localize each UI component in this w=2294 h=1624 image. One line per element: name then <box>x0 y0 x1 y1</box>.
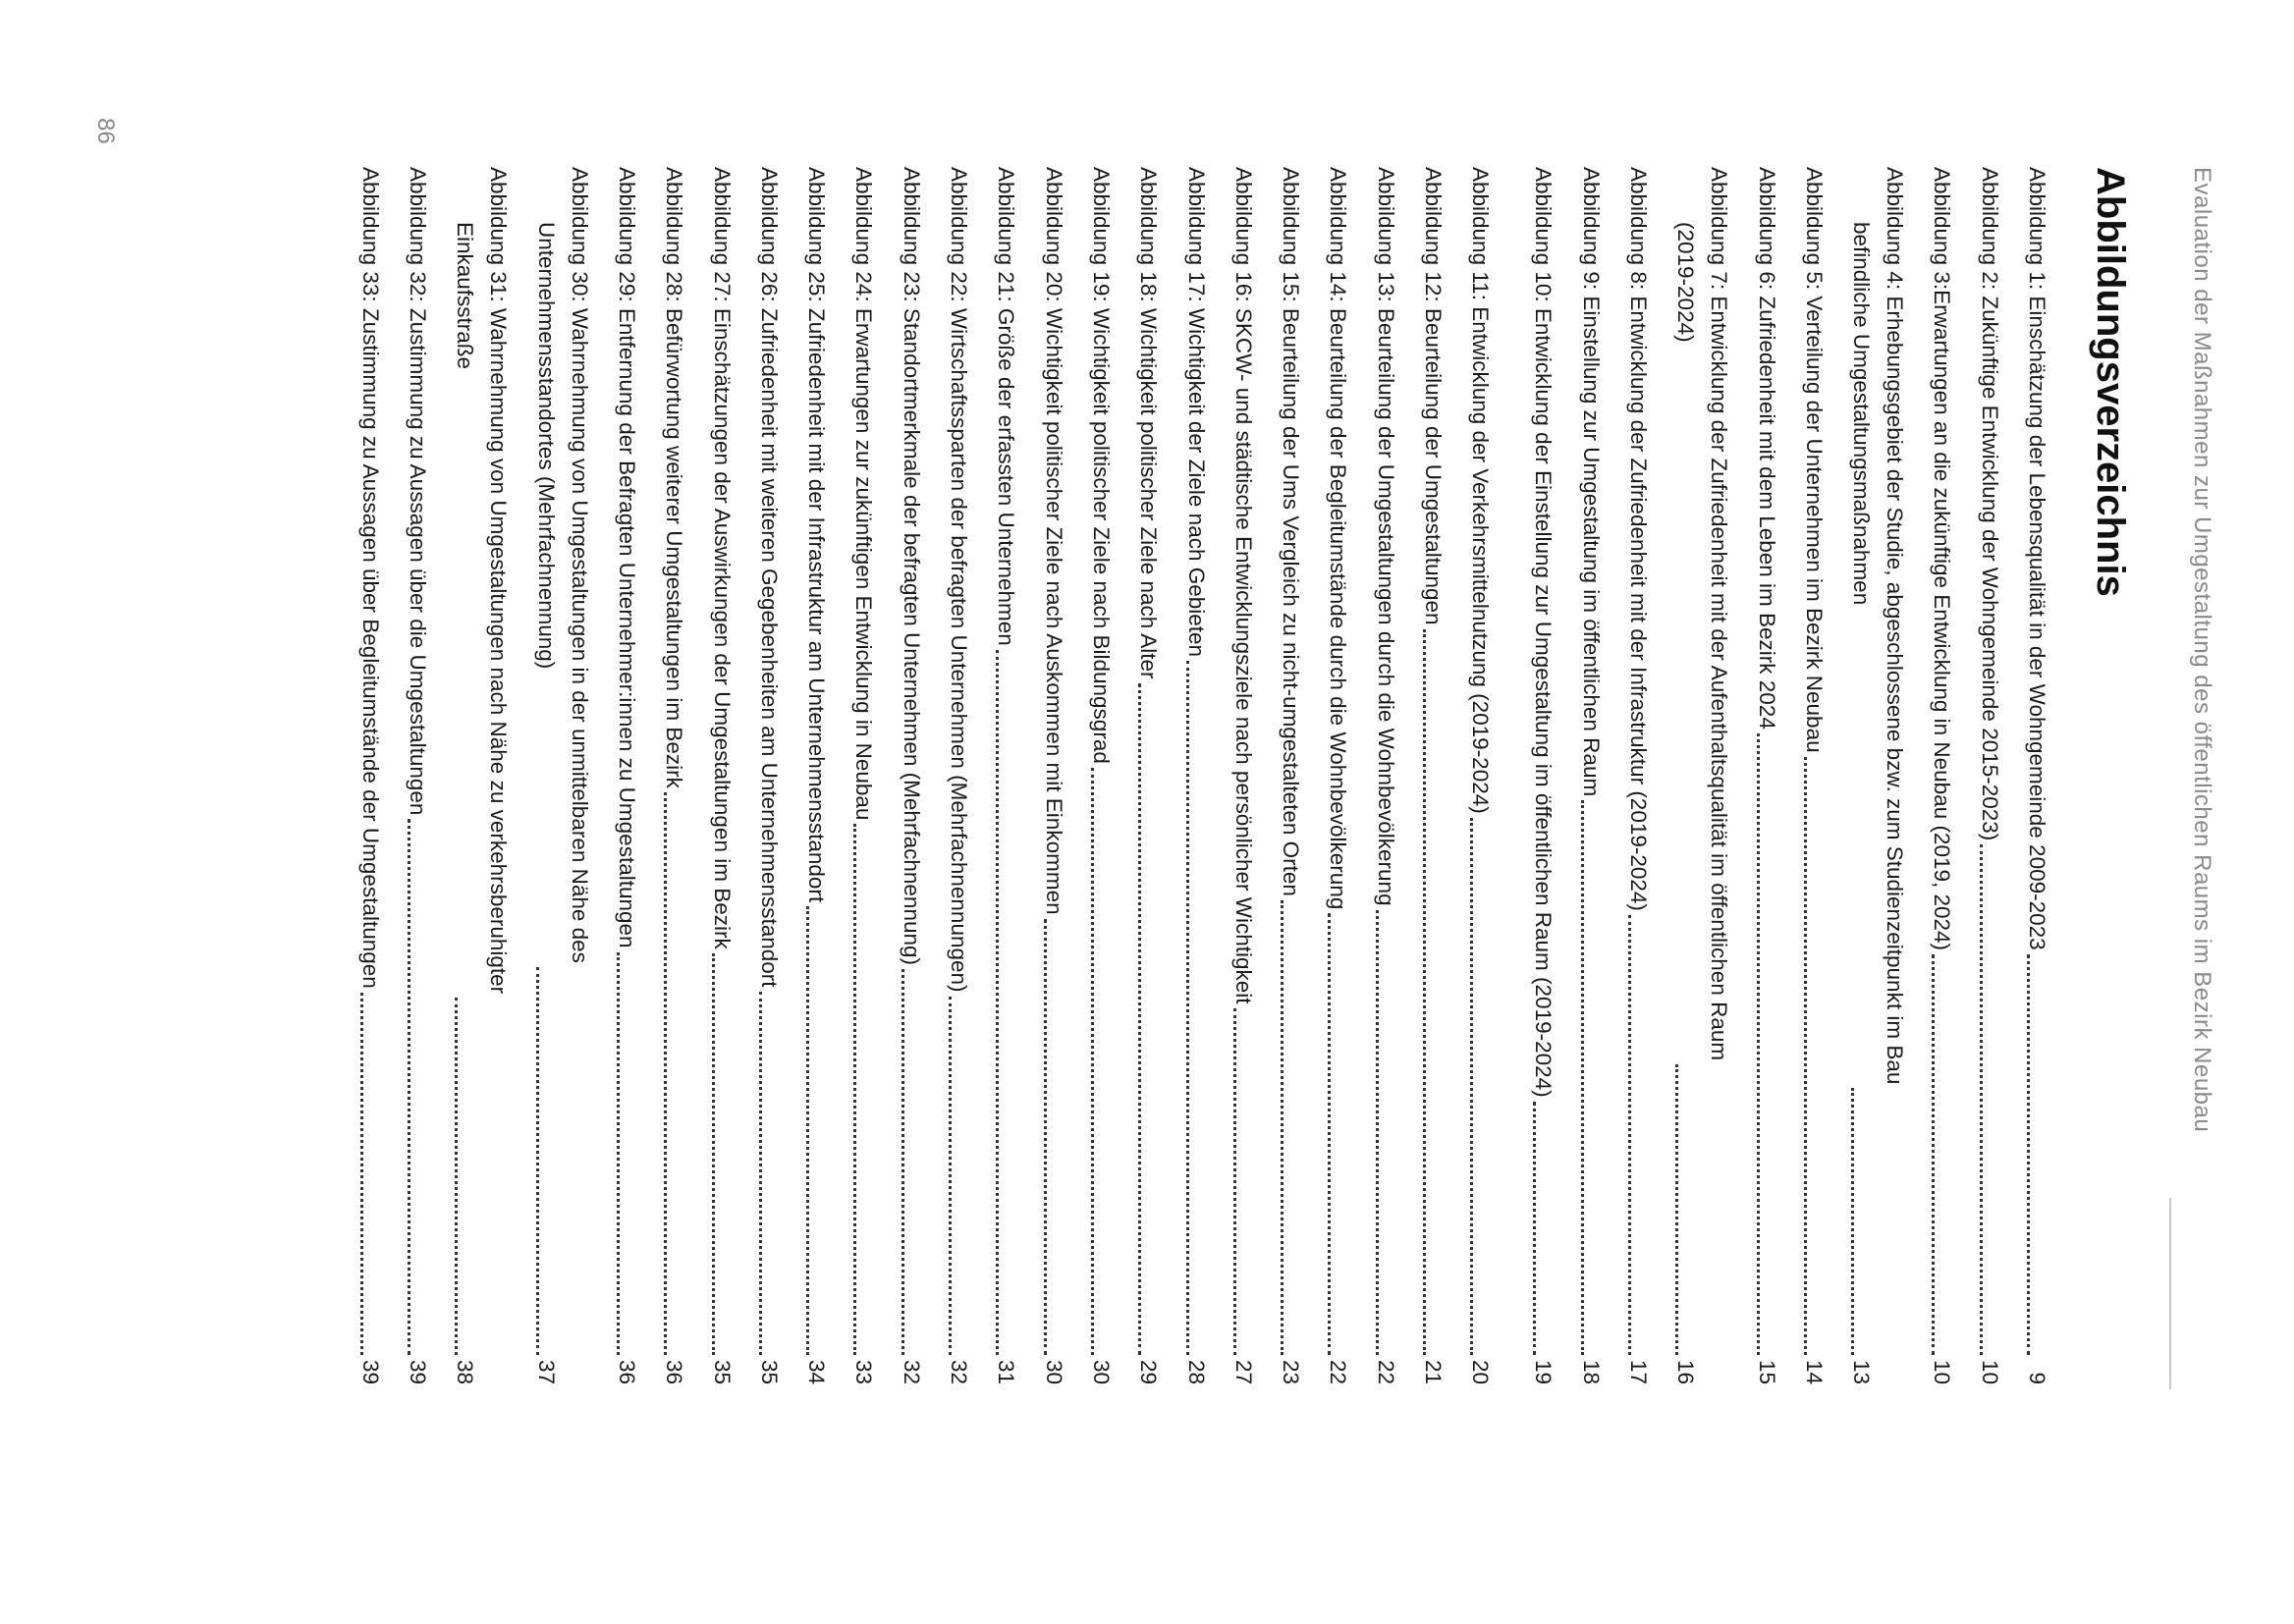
entry-title-line: Abbildung 28: Befürwortung weiterer Umgestaltungen im Bezirk <box>662 167 687 788</box>
figure-list-entry[interactable] <box>448 167 515 1384</box>
entry-title-line: Abbildung 3:Erwartungen an die zukünftige Entwicklung in Neubau (2019, 2024) <box>1930 167 1955 951</box>
entry-page-number: 16 <box>1673 1359 1699 1384</box>
dot-leader <box>1376 910 1379 1355</box>
dot-leader <box>408 819 410 1355</box>
figure-list-entry[interactable] <box>1369 167 1402 1384</box>
figure-list-entry[interactable] <box>1750 167 1783 1384</box>
entry-page-number: 32 <box>899 1359 924 1384</box>
entry-title-line: Abbildung 30: Wahrnehmung von Umgestaltungen in der unmittelbaren Nähe des <box>567 167 592 963</box>
dot-leader <box>712 953 715 1355</box>
entry-title <box>1797 167 1830 753</box>
entry-title <box>989 167 1022 646</box>
dot-leader <box>617 952 620 1355</box>
entry-page-number: 20 <box>1468 1359 1494 1384</box>
entry-page-number: 36 <box>614 1359 639 1384</box>
figure-list-entry[interactable] <box>942 167 975 1384</box>
figure-list-entry[interactable] <box>1797 167 1830 1384</box>
entry-title <box>1416 167 1449 625</box>
dot-leader <box>455 998 458 1355</box>
entry-title <box>1668 167 1735 1060</box>
entry-page-number: 14 <box>1801 1359 1827 1384</box>
figure-list-entry[interactable] <box>1037 167 1070 1384</box>
entry-title-line: Abbildung 13: Beurteilung der Umgestaltungen durch die Wohnbevölkerung <box>1373 167 1398 906</box>
entry-title-line: Abbildung 7: Entwicklung der Zufriedenheit mit der Aufenthaltsqualität im öffentlichen Raum <box>1707 167 1732 1061</box>
entry-title <box>1321 167 1354 909</box>
entry-page-number: 10 <box>1977 1359 2002 1384</box>
entry-title-continuation: befindliche Umgestaltungsmaßnahmen <box>1849 222 1875 606</box>
entry-title-line: Abbildung 22: Wirtschaftssparten der befragten Unternehmen (Mehrfachnennungen) <box>947 167 972 993</box>
entry-title <box>1179 167 1213 657</box>
figure-list <box>340 167 2054 1384</box>
entry-page-number: 35 <box>756 1359 782 1384</box>
dot-leader <box>759 992 762 1355</box>
entry-page-number: 30 <box>1088 1359 1114 1384</box>
dot-leader <box>1581 800 1584 1355</box>
figure-list-entry[interactable] <box>657 167 690 1384</box>
entry-title-line: Abbildung 27: Einschätzungen der Auswirkungen der Umgestaltungen im Bezirk <box>709 167 735 949</box>
figure-list-entry[interactable] <box>1973 167 2006 1384</box>
entry-page-number: 22 <box>1326 1359 1351 1384</box>
figure-list-entry[interactable] <box>1416 167 1449 1384</box>
entry-title-line: Abbildung 12: Beurteilung der Umgestaltungen <box>1421 167 1447 625</box>
entry-page-number: 21 <box>1421 1359 1447 1384</box>
page-number: 86 <box>92 118 119 144</box>
entry-title-line: Abbildung 11: Entwicklung der Verkehrsmittelnutzung (2019-2024) <box>1468 167 1494 814</box>
dot-leader <box>1980 844 1983 1355</box>
entry-page-number: 31 <box>994 1359 1019 1384</box>
entry-title <box>1750 167 1783 730</box>
figure-list-entry[interactable] <box>1179 167 1213 1384</box>
dot-leader <box>1328 913 1331 1355</box>
figure-list-entry[interactable] <box>529 167 596 1384</box>
dot-leader <box>1186 661 1189 1355</box>
entry-title-continuation: Einkaufsstraße <box>453 222 478 370</box>
dot-leader <box>949 997 952 1356</box>
figure-list-entry[interactable] <box>1925 167 1958 1384</box>
entry-page-number: 18 <box>1578 1359 1604 1384</box>
figure-list-entry[interactable] <box>401 167 434 1384</box>
entry-page-number: 23 <box>1279 1359 1304 1384</box>
entry-page-number: 22 <box>1373 1359 1398 1384</box>
dot-leader <box>536 967 539 1355</box>
entry-title-line: Abbildung 16: SKCW- und städtische Entwicklungsziele nach persönlicher Wichtigkeit <box>1230 167 1256 1004</box>
figure-list-entry[interactable] <box>752 167 786 1384</box>
dot-leader <box>1091 768 1094 1355</box>
entry-title <box>847 167 880 820</box>
dot-leader <box>1138 683 1141 1355</box>
entry-title-line: Abbildung 21: Größe der erfassten Unternehmen <box>994 167 1019 646</box>
entry-title <box>448 167 515 994</box>
figure-list-entry[interactable] <box>1526 167 1559 1384</box>
entry-page-number: 39 <box>406 1359 431 1384</box>
entry-page-number: 15 <box>1754 1359 1779 1384</box>
figure-list-entry[interactable] <box>1274 167 1307 1384</box>
header-rule <box>2169 1198 2171 1389</box>
entry-title <box>752 167 786 988</box>
figure-list-entry[interactable] <box>1321 167 1354 1384</box>
entry-title-line: Abbildung 19: Wichtigkeit politischer Ziele nach Bildungsgrad <box>1088 167 1114 764</box>
entry-page-number: 17 <box>1625 1359 1651 1384</box>
entry-title <box>354 167 387 989</box>
entry-page-number: 32 <box>947 1359 972 1384</box>
entry-title-line: Abbildung 17: Wichtigkeit der Ziele nach Gebieten <box>1183 167 1209 658</box>
entry-title <box>1973 167 2006 840</box>
dot-leader <box>360 993 363 1355</box>
entry-title-line: Abbildung 14: Beurteilung der Begleitumstände durch die Wohnbevölkerung <box>1326 167 1351 910</box>
entry-page-number: 33 <box>851 1359 877 1384</box>
entry-title <box>529 167 596 963</box>
entry-title <box>942 167 975 993</box>
dot-leader <box>1675 1064 1678 1355</box>
figure-list-entry[interactable] <box>1463 167 1497 1384</box>
entry-title-line: Abbildung 8: Entwicklung der Zufriedenheit mit der Infrastruktur (2019-2024) <box>1625 167 1651 911</box>
entry-title-line: Abbildung 32: Zustimmung zu Aussagen über die Umgestaltungen <box>406 167 431 816</box>
figure-list-entry[interactable] <box>989 167 1022 1384</box>
entry-page-number: 13 <box>1849 1359 1875 1384</box>
entry-page-number: 10 <box>1930 1359 1955 1384</box>
entry-title-line: Abbildung 18: Wichtigkeit politischer Ziele nach Alter <box>1136 167 1162 679</box>
dot-leader <box>1932 954 1935 1355</box>
entry-title <box>895 167 928 965</box>
figure-list-entry[interactable] <box>1131 167 1165 1384</box>
entry-page-number: 35 <box>709 1359 735 1384</box>
entry-title-line: Abbildung 26: Zufriedenheit mit weiteren Gegebenheiten am Unternehmensstandort <box>756 167 782 988</box>
entry-title-line: Abbildung 10: Entwicklung der Einstellung zur Umgestaltung im öffentlichen Raum (2019-2024) <box>1531 167 1557 1098</box>
running-header: Evaluation der Maßnahmen zur Umgestaltung des öffentlichen Raums im Bezirk Neubau <box>2189 167 2215 1133</box>
entry-title-line: Abbildung 1: Einschätzung der Lebensqualität in der Wohngemeinde 2009-2023 <box>2025 167 2049 950</box>
entry-title <box>1084 167 1118 764</box>
entry-title <box>1227 167 1260 1004</box>
entry-title-line: Abbildung 20: Wichtigkeit politischer Ziele nach Auskommen mit Einkommen <box>1041 167 1066 915</box>
entry-title-line: Abbildung 31: Wahrnehmung von Umgestaltungen nach Nähe zu verkehrsberuhigter <box>486 167 512 995</box>
entry-page-number: 19 <box>1531 1359 1557 1384</box>
dot-leader <box>1757 733 1760 1355</box>
figure-list-entry[interactable] <box>1668 167 1735 1384</box>
figure-list-entry[interactable] <box>705 167 738 1384</box>
dot-leader <box>806 906 809 1355</box>
figure-list-entry[interactable] <box>1227 167 1260 1384</box>
figure-list-entry[interactable] <box>1084 167 1118 1384</box>
figure-list-entry[interactable] <box>1621 167 1655 1384</box>
entry-title-line: Abbildung 5: Verteilung der Unternehmen im Bezirk Neubau <box>1801 167 1827 753</box>
entry-title <box>1037 167 1070 915</box>
dot-leader <box>1044 919 1047 1355</box>
figure-list-entry[interactable] <box>354 167 387 1384</box>
entry-page-number: 29 <box>1136 1359 1162 1384</box>
entry-title <box>1369 167 1402 906</box>
entry-title <box>1131 167 1165 679</box>
entry-title-line: Abbildung 33: Zustimmung zu Aussagen über Begleitumstände der Umgestaltungen <box>357 167 383 989</box>
entry-title <box>705 167 738 949</box>
entry-title <box>1844 167 1911 1084</box>
entry-title-line: Abbildung 29: Entfernung der Befragten Unternehmer:innen zu Umgestaltungen <box>614 167 639 948</box>
entry-title <box>657 167 690 788</box>
entry-title-line: Abbildung 4: Erhebungsgebiet der Studie, abgeschlossene bzw. zum Studienzeitpunkt im Bau <box>1883 167 1908 1085</box>
entry-page-number: 28 <box>1183 1359 1209 1384</box>
figure-list-entry[interactable] <box>1574 167 1608 1384</box>
entry-title <box>610 167 643 948</box>
entry-title <box>1574 167 1608 796</box>
entry-title-line: Abbildung 15: Beurteilung der Ums Vergleich zu nicht-umgestalteten Orten <box>1279 167 1304 896</box>
dot-leader <box>2027 954 2030 1355</box>
entry-title <box>2020 167 2053 950</box>
dot-leader <box>1470 818 1473 1355</box>
entry-title <box>1463 167 1497 814</box>
entry-title-continuation: (2019-2024) <box>1673 222 1699 343</box>
dot-leader <box>1281 900 1284 1355</box>
entry-page-number: 39 <box>357 1359 383 1384</box>
entry-title-line: Abbildung 2: Zukünftige Entwicklung der Wohngemeinde 2015-2023) <box>1977 167 2002 841</box>
entry-page-number: 36 <box>662 1359 687 1384</box>
entry-title-line: Abbildung 25: Zufriedenheit mit der Infrastruktur am Unternehmensstandort <box>804 167 830 903</box>
entry-page-number: 37 <box>533 1359 559 1384</box>
dot-leader <box>1851 1088 1854 1355</box>
dot-leader <box>901 969 904 1355</box>
page-title: Abbildungsverzeichnis <box>2089 167 2132 597</box>
figure-list-entry[interactable] <box>1844 167 1911 1384</box>
entry-title-line: Abbildung 9: Einstellung zur Umgestaltung im öffentlichen Raum <box>1578 167 1604 797</box>
dot-leader <box>1423 629 1426 1355</box>
entry-title <box>1526 167 1559 1098</box>
entry-title <box>1274 167 1307 896</box>
dot-leader <box>996 650 999 1355</box>
dot-leader <box>1533 1102 1536 1355</box>
figure-list-entry[interactable] <box>610 167 643 1384</box>
dot-leader <box>1628 915 1631 1355</box>
entry-page-number: 9 <box>2025 1372 2049 1384</box>
figure-list-entry[interactable] <box>799 167 833 1384</box>
dot-leader <box>664 792 667 1355</box>
entry-title-line: Abbildung 23: Standortmerkmale der befragten Unternehmen (Mehrfachnennung) <box>899 167 924 965</box>
figure-list-entry[interactable] <box>2020 167 2053 1384</box>
entry-title <box>799 167 833 902</box>
dot-leader <box>853 824 856 1355</box>
dot-leader <box>1233 1008 1236 1355</box>
entry-title-line: Abbildung 6: Zufriedenheit mit dem Leben im Bezirk 2024 <box>1754 167 1779 730</box>
entry-page-number: 34 <box>804 1359 830 1384</box>
entry-title <box>1621 167 1655 911</box>
entry-title-line: Abbildung 24: Erwartungen zur zukünftigen Entwicklung in Neubau <box>851 167 877 821</box>
entry-title <box>401 167 434 815</box>
entry-page-number: 38 <box>453 1359 478 1384</box>
figure-list-entry[interactable] <box>847 167 880 1384</box>
entry-page-number: 27 <box>1230 1359 1256 1384</box>
dot-leader <box>1804 757 1807 1355</box>
entry-page-number: 30 <box>1041 1359 1066 1384</box>
figure-list-entry[interactable] <box>895 167 928 1384</box>
entry-title-continuation: Unternehmensstandortes (Mehrfachnennung) <box>533 222 559 670</box>
entry-title <box>1925 167 1958 950</box>
